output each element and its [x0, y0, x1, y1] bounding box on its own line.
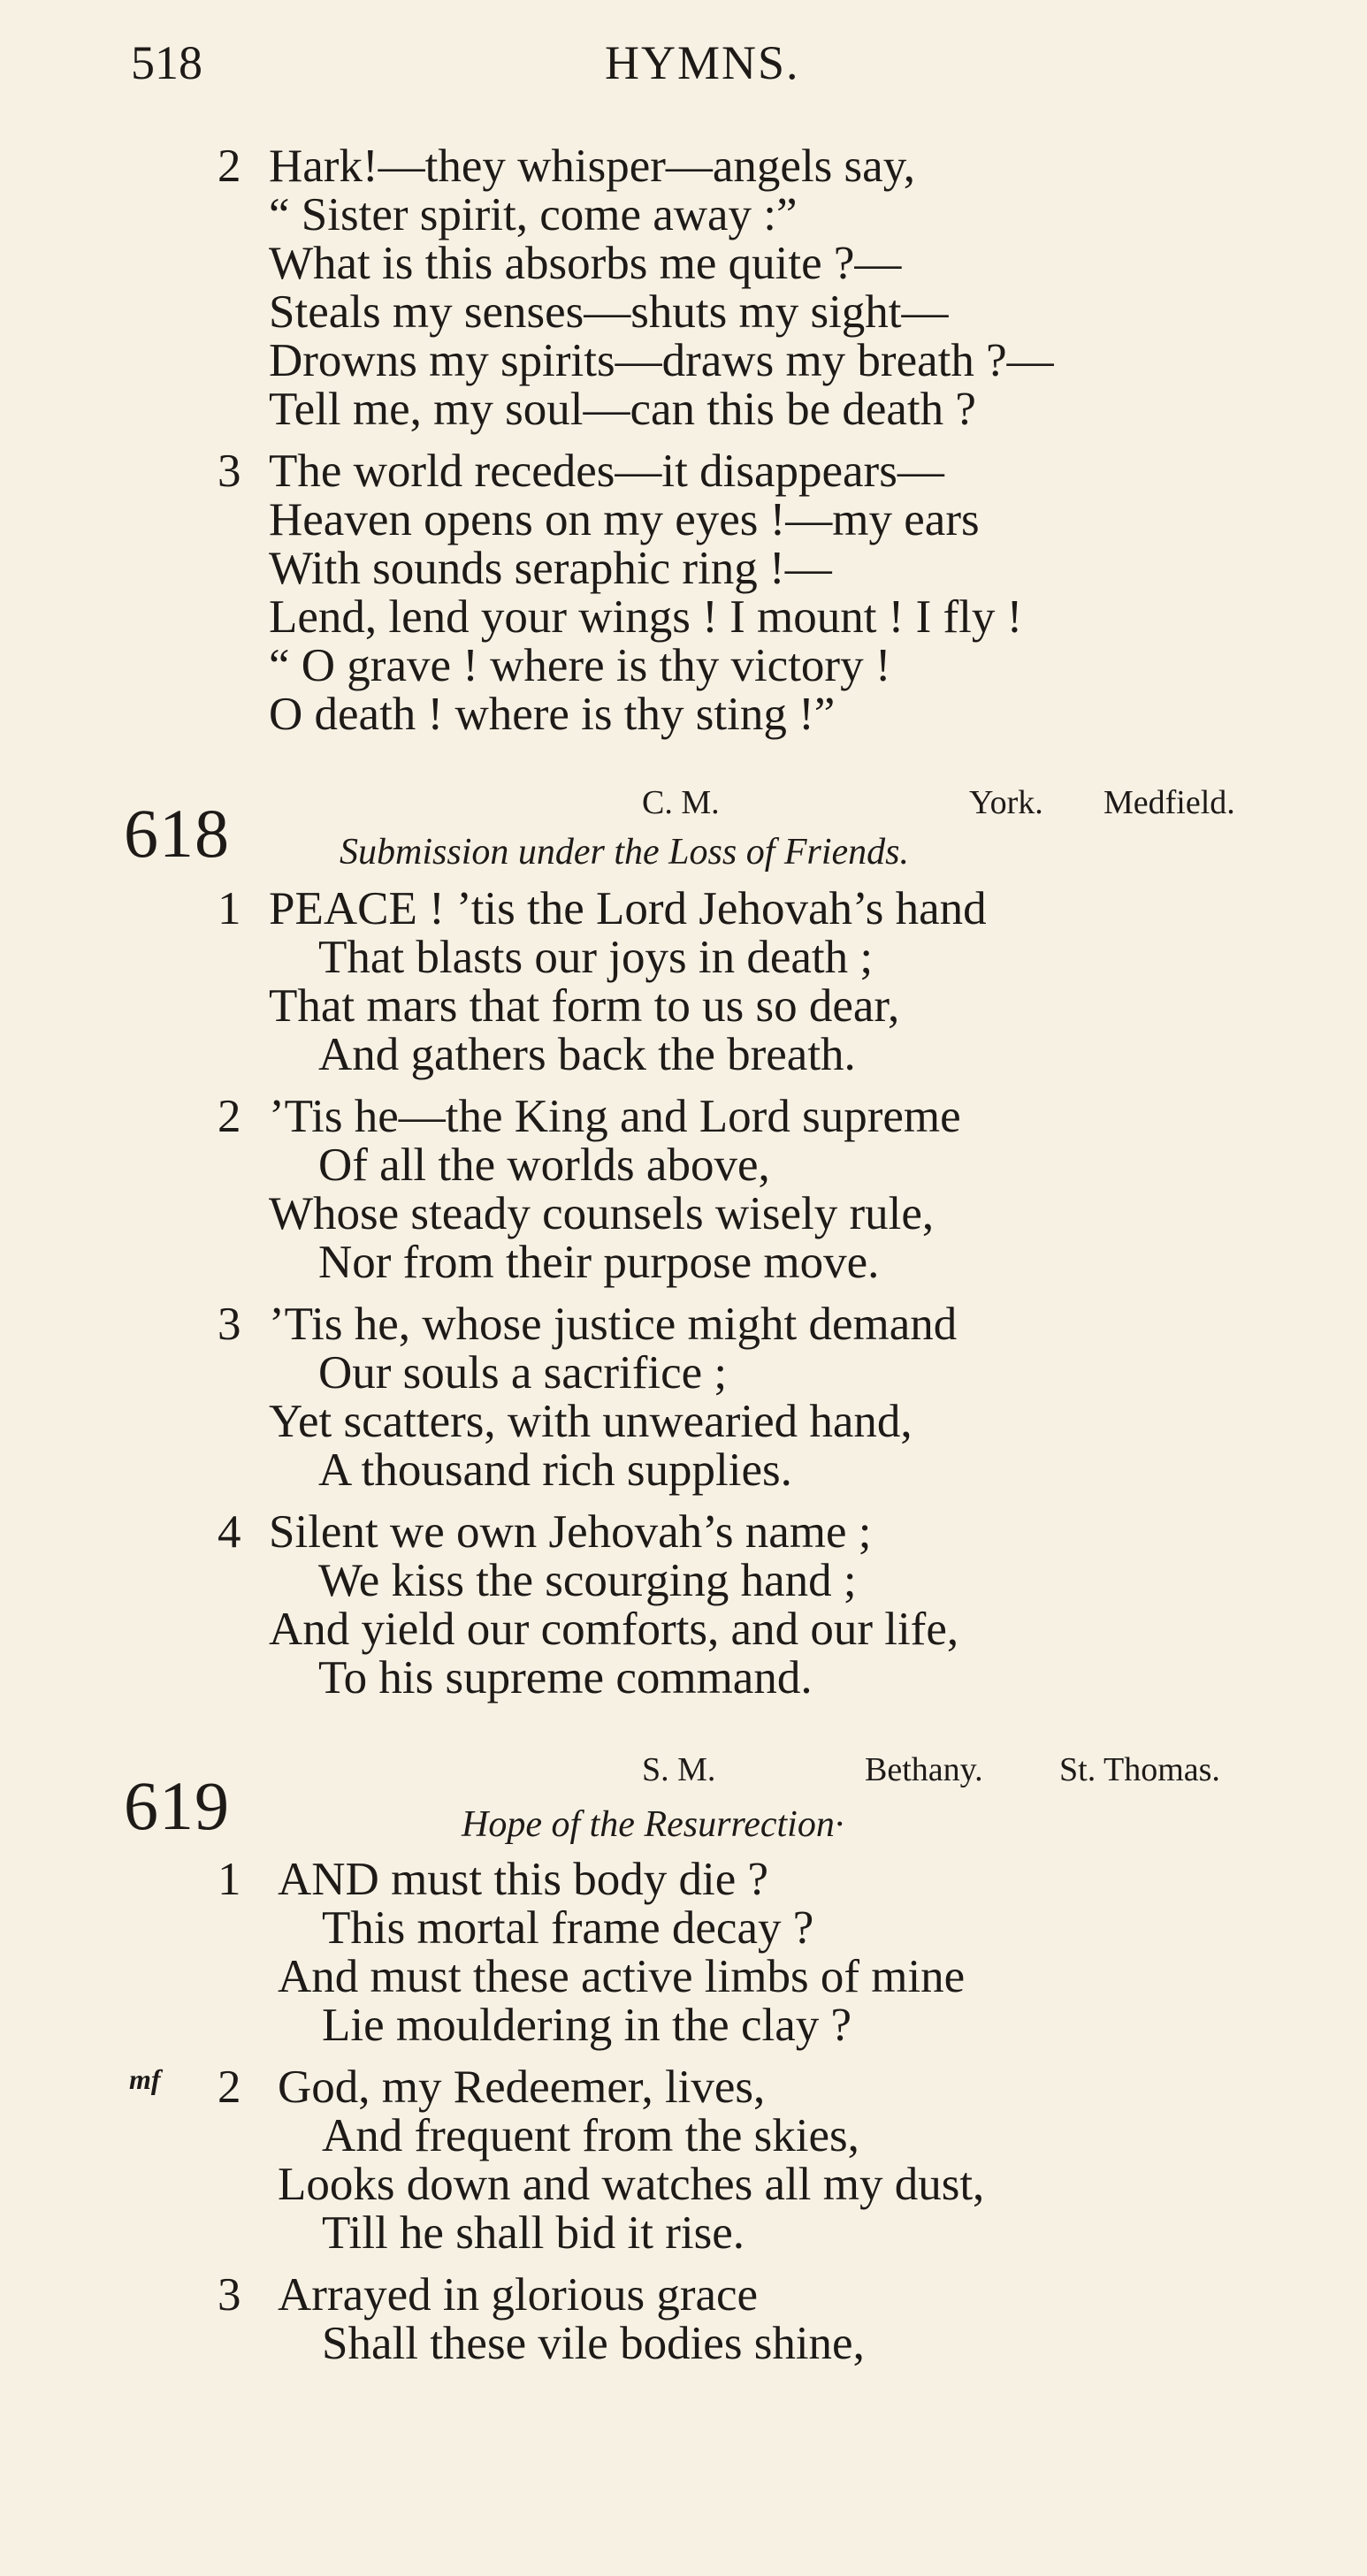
stanza-number: 3 — [218, 446, 241, 497]
stanza-number: 2 — [218, 2062, 241, 2113]
verse-line: AND must this body die ? — [278, 1854, 768, 1905]
verse-line: This mortal frame decay ? — [322, 1902, 814, 1954]
verse-line: That mars that form to us so dear, — [269, 980, 900, 1032]
verse-line: PEACE ! ’tis the Lord Jehovah’s hand — [269, 883, 987, 934]
stanza-number: 2 — [218, 141, 241, 192]
verse-line: “ O grave ! where is thy victory ! — [269, 640, 891, 691]
verse-line: Heaven opens on my eyes !—my ears — [269, 494, 980, 545]
verse-line: Lie mouldering in the clay ? — [322, 2000, 852, 2051]
hymn-meter: C. M. — [642, 784, 720, 821]
tune-name: York. — [969, 784, 1043, 821]
verse-line: A thousand rich supplies. — [318, 1444, 792, 1496]
page-number: 518 — [131, 36, 202, 89]
verse-line: That blasts our joys in death ; — [318, 932, 874, 983]
verse-line: With sounds seraphic ring !— — [269, 543, 832, 594]
verse-line: And frequent from the skies, — [322, 2110, 859, 2161]
verse-line: And must these active limbs of mine — [278, 1951, 966, 2002]
hymn-number: 619 — [124, 1767, 230, 1844]
verse-line: Arrayed in glorious grace — [278, 2269, 759, 2321]
verse-line: And yield our comforts, and our life, — [269, 1604, 959, 1655]
verse-line: God, my Redeemer, lives, — [278, 2062, 766, 2113]
hymn-number: 618 — [124, 795, 230, 872]
verse-line: Steals my senses—shuts my sight— — [269, 286, 949, 338]
hymn-subtitle: Submission under the Loss of Friends. — [340, 832, 910, 873]
dynamic-marking: mf — [129, 2063, 161, 2095]
verse-line: Our souls a sacrifice ; — [318, 1347, 728, 1399]
verse-line: Lend, lend your wings ! I mount ! I fly ! — [269, 591, 1023, 643]
verse-line: What is this absorbs me quite ?— — [269, 238, 902, 289]
stanza-number: 4 — [218, 1506, 241, 1558]
stanza-number: 3 — [218, 1299, 241, 1350]
verse-line: Silent we own Jehovah’s name ; — [269, 1506, 872, 1558]
verse-line: Whose steady counsels wisely rule, — [269, 1188, 935, 1239]
verse-line: ’Tis he, whose justice might demand — [269, 1299, 958, 1350]
verse-line: Nor from their purpose move. — [318, 1237, 880, 1288]
stanza-number: 1 — [218, 883, 241, 934]
tune-name: Medfield. — [1104, 784, 1235, 821]
verse-line: Hark!—they whisper—angels say, — [269, 141, 916, 192]
hymn-meter: S. M. — [642, 1751, 716, 1788]
verse-line: Shall these vile bodies shine, — [322, 2318, 865, 2369]
verse-line: And gathers back the breath. — [318, 1029, 856, 1080]
verse-line: Till he shall bid it rise. — [322, 2207, 745, 2259]
stanza-number: 1 — [218, 1854, 241, 1905]
verse-line: We kiss the scourging hand ; — [318, 1555, 857, 1606]
tune-name: Bethany. — [865, 1751, 983, 1788]
stanza-number: 2 — [218, 1091, 241, 1142]
verse-line: O death ! where is thy sting !” — [269, 689, 836, 740]
verse-line: Yet scatters, with unwearied hand, — [269, 1396, 913, 1447]
verse-line: The world recedes—it disappears— — [269, 446, 944, 497]
verse-line: ’Tis he—the King and Lord supreme — [269, 1091, 961, 1142]
verse-line: Of all the worlds above, — [318, 1139, 770, 1191]
stanza-number: 3 — [218, 2269, 241, 2321]
verse-line: “ Sister spirit, come away :” — [269, 189, 798, 240]
verse-line: Drowns my spirits—draws my breath ?— — [269, 335, 1054, 386]
verse-line: Tell me, my soul—can this be death ? — [269, 384, 976, 435]
running-title: HYMNS. — [605, 36, 800, 89]
tune-name: St. Thomas. — [1059, 1751, 1220, 1788]
verse-line: Looks down and watches all my dust, — [278, 2159, 985, 2210]
hymn-subtitle: Hope of the Resurrection· — [462, 1804, 844, 1845]
verse-line: To his supreme command. — [318, 1652, 813, 1703]
